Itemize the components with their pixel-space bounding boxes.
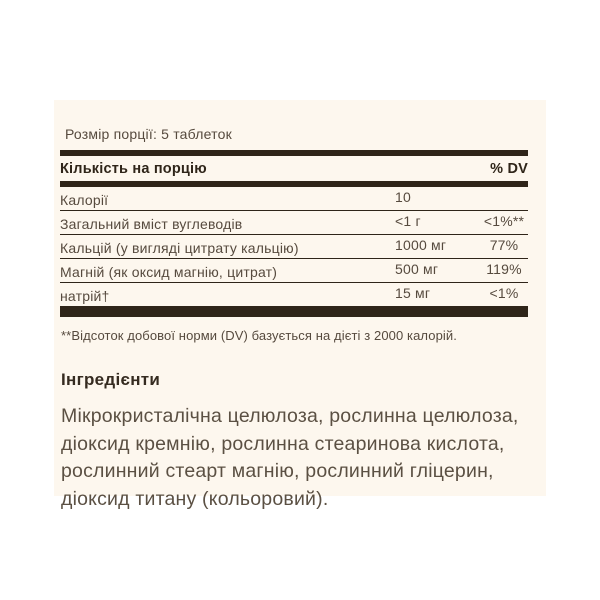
row-amount: 1000 мг <box>395 237 447 253</box>
table-row-sodium <box>60 283 528 307</box>
row-label: Калорії <box>60 192 109 208</box>
table-row-magnesium <box>60 259 528 283</box>
row-dv: <1%** <box>483 213 525 229</box>
row-amount: 500 мг <box>395 261 439 277</box>
serving-size-line: Розмір порції: 5 таблеток <box>65 126 232 142</box>
row-amount: <1 г <box>395 213 421 229</box>
table-row-calcium <box>60 235 528 259</box>
daily-value-footnote: **Відсоток добової норми (DV) базується на дієті з 2000 калорій. <box>61 328 457 343</box>
ingredients-text: Мікрокристалічна целюлоза, рослинна целюлоза, діоксид кремнію, рослинна стеаринова кислота, рослинний стеарт магнію, рослинний гліцерин, діоксид титану (кольоровий). <box>61 405 519 510</box>
row-amount: 15 мг <box>395 285 431 301</box>
row-label: Кальцій (у вигляді цитрату кальцію) <box>60 240 299 256</box>
row-label: Магній (як оксид магнію, цитрат) <box>60 264 278 280</box>
table-row-carbohydrates <box>60 211 528 235</box>
supplement-facts-panel <box>54 100 546 510</box>
daily-value-header: % DV <box>490 160 528 177</box>
ingredients-heading: Інгредієнти <box>61 370 161 389</box>
row-dv <box>480 187 528 189</box>
table-bottom-bar <box>60 307 528 317</box>
row-dv: <1% <box>489 285 519 301</box>
amount-per-serving-header: Кількість на порцію <box>60 160 207 177</box>
row-dv: 77% <box>489 237 519 253</box>
row-label: натрій† <box>60 288 110 304</box>
row-dv: 119% <box>486 261 522 277</box>
table-header-row <box>60 156 528 181</box>
row-label: Загальний вміст вуглеводів <box>60 216 243 232</box>
row-amount: 10 <box>395 189 411 205</box>
nutrition-facts-table <box>60 150 528 317</box>
table-row-calories <box>60 187 528 211</box>
